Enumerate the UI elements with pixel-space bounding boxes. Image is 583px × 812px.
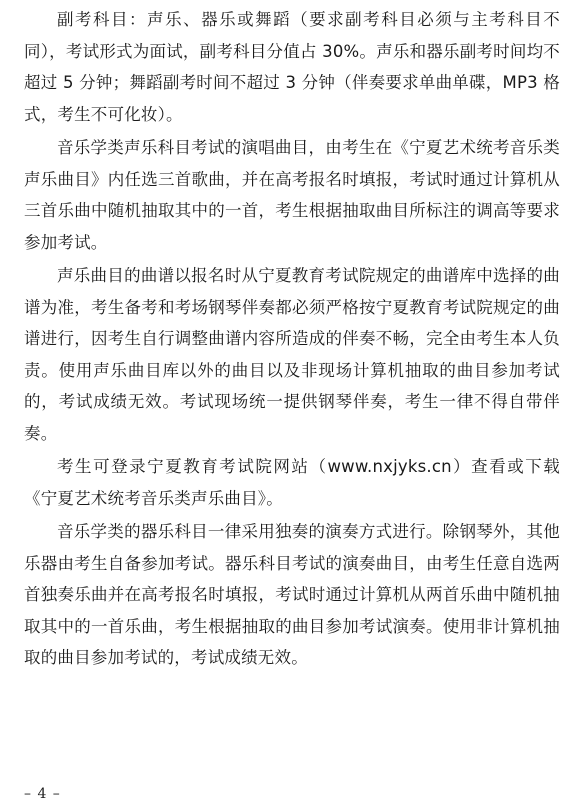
paragraph-vocal-score-rules: 声乐曲目的曲谱以报名时从宁夏教育考试院规定的曲谱库中选择的曲谱为准，考生备考和考场钢琴伴奏都必须严格按宁夏教育考试院规定的曲谱进行，因考生自行调整曲谱内容所造成的伴奏不畅，完全由考生本人负责。使用声乐曲目库以外的曲目以及非现场计算机抽取的曲目参加考试的，考试成绩无效。考试现场统一提供钢琴伴奏，考生一律不得自带伴奏。 [24, 266, 560, 443]
document-body [24, 4, 560, 674]
paragraph-vocal-repertoire: 音乐学类声乐科目考试的演唱曲目，由考生在《宁夏艺术统考音乐类声乐曲目》内任选三首歌曲，并在高考报名时填报，考试时通过计算机从三首乐曲中随机抽取其中的一首，考生根据抽取曲目所标注的调高等要求参加考试。 [24, 138, 560, 252]
page-number: – 4 – [24, 786, 61, 802]
paragraph-secondary-subject: 副考科目：声乐、器乐或舞蹈（要求副考科目必须与主考科目不同），考试形式为面试，副考科目分值占 30%。声乐和器乐副考时间均不超过 5 分钟；舞蹈副考时间不超过 3 分钟（伴奏要求单曲单碟，MP3 格式，考生不可化妆）。 [24, 10, 560, 124]
paragraph-instrumental-rules: 音乐学类的器乐科目一律采用独奏的演奏方式进行。除钢琴外，其他乐器由考生自备参加考试。器乐科目考试的演奏曲目，由考生任意自选两首独奏乐曲并在高考报名时填报，考试时通过计算机从两首乐曲中随机抽取其中的一首乐曲，考生根据抽取的曲目参加考试演奏。使用非计算机抽取的曲目参加考试的，考试成绩无效。 [24, 522, 560, 667]
paragraph-website-download: 考生可登录宁夏教育考试院网站（www.nxjyks.cn）查看或下载《宁夏艺术统考音乐类声乐曲目》。 [24, 457, 560, 508]
